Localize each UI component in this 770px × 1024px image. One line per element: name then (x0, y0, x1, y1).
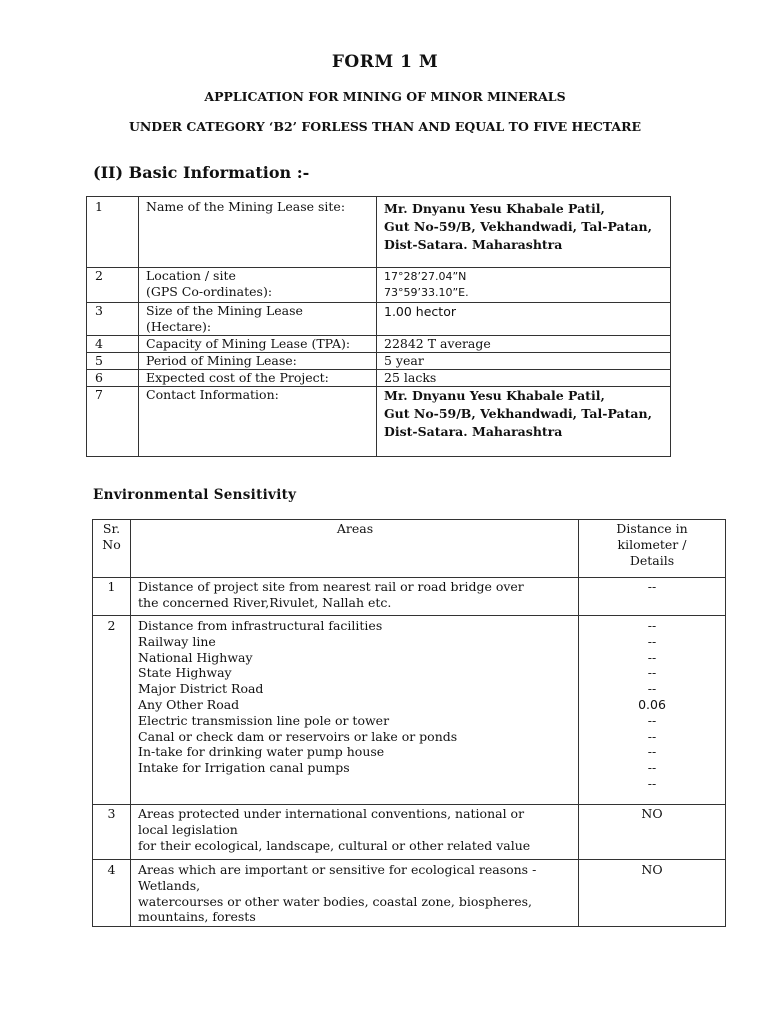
section-heading: (II) Basic Information :- (93, 163, 310, 182)
row-area: Distance from infrastructural facilities Railway line National Highway State Highway Major District Road Any Other Road Electric transmission line pole or tower Canal or check dam or reservoirs or lake or ponds In-take for drinking water pump house Intake for Irrigation canal pumps (131, 616, 579, 805)
row-value: 5 year (377, 353, 671, 370)
header-distance: Distance in kilometer / Details (579, 520, 726, 578)
row-label: Location / site (GPS Co-ordinates): (139, 268, 377, 303)
table-row (87, 197, 671, 268)
row-value: 25 lacks (377, 370, 671, 387)
table-row (93, 860, 726, 927)
table-row (93, 805, 726, 860)
table-row (87, 303, 671, 336)
table-row (93, 616, 726, 805)
row-distance: -- -- -- -- -- 0.06 -- -- -- -- -- (579, 616, 726, 805)
row-area: Areas protected under international conventions, national or local legislation for their ecological, landscape, cultural or other related value (131, 805, 579, 860)
row-sr: 1 (93, 578, 131, 616)
row-distance: -- (579, 578, 726, 616)
row-sr: 4 (93, 860, 131, 927)
row-area: Areas which are important or sensitive for ecological reasons - Wetlands, watercourses or other water bodies, coastal zone, biospheres, mountains, forests (131, 860, 579, 927)
form-title: FORM 1 M (331, 52, 439, 72)
row-value: Mr. Dnyanu Yesu Khabale Patil, Gut No-59/B, Vekhandwadi, Tal-Patan, Dist-Satara. Maharashtra (377, 197, 671, 268)
table-header-row (93, 520, 726, 578)
row-value: 22842 T average (377, 336, 671, 353)
row-number: 5 (87, 353, 139, 370)
row-number: 2 (87, 268, 139, 303)
table-row (93, 578, 726, 616)
subtitle-line1: APPLICATION FOR MINING OF MINOR MINERALS (204, 89, 566, 104)
row-label: Name of the Mining Lease site: (139, 197, 377, 268)
basic-info-table (86, 196, 671, 457)
row-area: Distance of project site from nearest rail or road bridge over the concerned River,Rivulet, Nallah etc. (131, 578, 579, 616)
row-label: Expected cost of the Project: (139, 370, 377, 387)
row-number: 4 (87, 336, 139, 353)
row-value: 1.00 hector (377, 303, 671, 336)
row-distance: NO (579, 860, 726, 927)
environmental-sensitivity-table (92, 519, 726, 927)
table-row (87, 336, 671, 353)
row-label: Capacity of Mining Lease (TPA): (139, 336, 377, 353)
row-number: 3 (87, 303, 139, 336)
row-label: Size of the Mining Lease (Hectare): (139, 303, 377, 336)
subtitle-line2: UNDER CATEGORY ‘B2’ FORLESS THAN AND EQUAL TO FIVE HECTARE (128, 119, 642, 134)
row-label: Contact Information: (139, 387, 377, 457)
row-number: 1 (87, 197, 139, 268)
table-row (87, 353, 671, 370)
row-number: 6 (87, 370, 139, 387)
table-row (87, 370, 671, 387)
row-sr: 2 (93, 616, 131, 805)
table-row (87, 268, 671, 303)
header-sr-no: Sr. No (93, 520, 131, 578)
row-label: Period of Mining Lease: (139, 353, 377, 370)
row-value: Mr. Dnyanu Yesu Khabale Patil, Gut No-59/B, Vekhandwadi, Tal-Patan, Dist-Satara. Maharashtra (377, 387, 671, 457)
table-row (87, 387, 671, 457)
header-areas: Areas (131, 520, 579, 578)
row-sr: 3 (93, 805, 131, 860)
row-number: 7 (87, 387, 139, 457)
row-distance: NO (579, 805, 726, 860)
gps-coordinates: 17°28’27.04”N 73°59’33.10”E. (377, 268, 671, 303)
env-heading: Environmental Sensitivity (93, 487, 297, 503)
